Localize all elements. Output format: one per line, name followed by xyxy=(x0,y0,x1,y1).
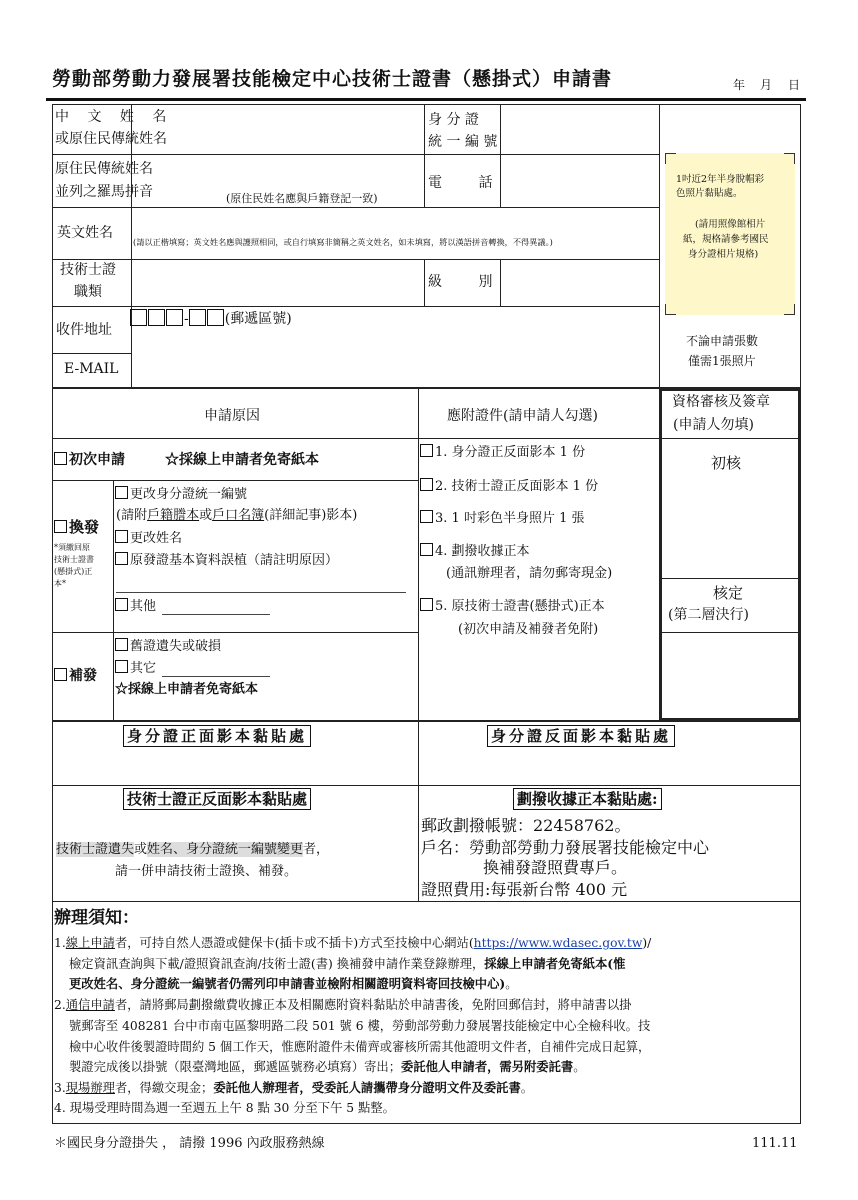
photo-corner xyxy=(784,304,795,315)
checkbox[interactable] xyxy=(115,638,128,651)
level-field[interactable] xyxy=(502,261,658,304)
cert-paste-note-2: 請一併申請技術士證換、補發。 xyxy=(115,864,298,879)
checkbox[interactable] xyxy=(420,543,433,556)
form-version: 111.11 xyxy=(752,1136,798,1151)
final-review-note: (第二層決行) xyxy=(668,607,749,623)
phone-label: 電 話 xyxy=(428,175,493,191)
photo-corner xyxy=(665,304,676,315)
photo-instruction: (請用照像館相片 xyxy=(695,219,766,230)
opt-other2[interactable]: 其它 xyxy=(115,660,156,677)
rule xyxy=(659,632,801,633)
rule xyxy=(52,632,418,633)
photo-note: 不論申請張數 xyxy=(686,334,759,348)
id-back-paste: 身分證反面影本黏貼處 xyxy=(487,727,675,745)
roman-name-field[interactable] xyxy=(133,156,422,189)
doc-item-1[interactable]: 1. 身分證正反面影本 1 份 xyxy=(420,444,585,461)
photo-instruction: 色照片黏貼處。 xyxy=(676,188,743,199)
cert-type-label: 技術士證 xyxy=(60,262,116,278)
cert-paste: 技術士證正反面影本黏貼處 xyxy=(123,790,311,808)
checkbox[interactable] xyxy=(115,530,128,543)
doc-item-5-note: (初次申請及補發者免附) xyxy=(458,622,599,637)
receipt-paste: 劃撥收據正本黏貼處: xyxy=(513,790,662,808)
checkbox[interactable] xyxy=(54,520,67,533)
opt-id-change-note: (請附戶籍謄本或戶口名簿(詳細記事)影本) xyxy=(116,508,358,523)
checkbox[interactable] xyxy=(115,486,128,499)
review-header: 資格審核及簽章 xyxy=(672,394,770,410)
id-number-field[interactable] xyxy=(502,106,658,152)
photo-corner xyxy=(665,153,676,164)
checkbox[interactable] xyxy=(420,444,433,457)
date-year: 年 xyxy=(733,78,746,92)
data-error-line[interactable] xyxy=(116,592,406,593)
rule xyxy=(52,438,660,439)
payee-name-2: 換補發證照費專戶。 xyxy=(483,858,628,877)
reason-header: 申請原因 xyxy=(204,408,260,424)
first-apply-note: ☆採線上申請者免寄紙本 xyxy=(165,452,319,468)
roman-name-note: (原住民姓名應與戶籍登記一致) xyxy=(226,192,378,205)
other2-line[interactable] xyxy=(162,676,270,677)
doc-item-4-note: (通訊辦理者，請勿郵寄現金) xyxy=(446,566,613,581)
opt-id-change[interactable]: 更改身分證統一編號 xyxy=(115,486,247,503)
replace-note: *須繳回原 xyxy=(54,543,90,552)
rule xyxy=(500,259,501,306)
doc-item-2[interactable]: 2. 技術士證正反面影本 1 份 xyxy=(420,478,598,495)
note-4: 4. 現場受理時間為週一至週五上午 8 點 30 分至下午 5 點整。 xyxy=(54,1101,395,1115)
name-field[interactable] xyxy=(133,106,422,152)
opt-name-change[interactable]: 更改姓名 xyxy=(115,530,182,547)
reissue-option[interactable]: 補發 xyxy=(54,668,97,685)
initial-review-label: 初核 xyxy=(711,454,742,472)
phone-field[interactable] xyxy=(502,156,658,205)
notes-title: 辦理須知： xyxy=(54,908,139,928)
rule xyxy=(52,154,660,155)
photo-instruction: 身分證相片規格) xyxy=(688,249,759,260)
postal-code-boxes[interactable] xyxy=(130,309,292,328)
header-rule xyxy=(46,98,806,101)
checkbox[interactable] xyxy=(54,668,67,681)
docs-header: 應附證件(請申請人勾選) xyxy=(447,408,598,424)
id-front-paste: 身分證正面影本黏貼處 xyxy=(123,727,311,745)
checkbox[interactable] xyxy=(420,478,433,491)
rule xyxy=(659,438,801,439)
postal-box[interactable] xyxy=(207,309,224,326)
photo-instruction: 1吋近2年半身脫帽彩 xyxy=(676,174,765,185)
doc-item-3[interactable]: 3. 1 吋彩色半身照片 1 張 xyxy=(420,510,584,527)
note-1: 1.線上申請者，可持自然人憑證或健保卡(插卡或不插卡)方式至技檢中心網站(https://www.wdasec.gov.tw)/ xyxy=(54,936,652,950)
rule xyxy=(52,785,801,786)
email-field[interactable] xyxy=(133,356,658,386)
rule xyxy=(424,259,425,306)
review-header-note: (申請人勿填) xyxy=(673,417,754,433)
name-label-2: 或原住民傳統姓名 xyxy=(55,131,167,147)
note-2-line3: 檢中心收件後製證時間約 5 個工作天，惟應附證件未備齊或審核所需其他證明文件者，自補件完成日起算， xyxy=(69,1040,651,1054)
rule xyxy=(424,104,425,207)
opt-lost[interactable]: 舊證遺失或破損 xyxy=(115,638,221,655)
date-month: 月 xyxy=(760,78,773,92)
photo-corner xyxy=(784,153,795,164)
opt-data-error[interactable]: 原發證基本資料誤植（請註明原因） xyxy=(115,552,338,569)
id-label-2: 統 一 編 號 xyxy=(428,134,498,150)
doc-item-4[interactable]: 4. 劃撥收據正本 xyxy=(420,543,530,560)
replace-note: (懸掛式)正 xyxy=(54,567,93,576)
level-label: 級 別 xyxy=(428,274,493,290)
checkbox[interactable] xyxy=(54,452,67,465)
rule xyxy=(52,306,660,307)
note-1-line3: 更改姓名、身分證統一編號者仍需列印申請書並檢附相關證明資料寄回技檢中心)。 xyxy=(69,976,518,991)
doc-item-5[interactable]: 5. 原技術士證書(懸掛式)正本 xyxy=(420,598,605,615)
note-2: 2.通信申請者，請將郵局劃撥繳費收據正本及相關應附資料黏貼於申請書後，免附回郵信封，將申請書以掛 xyxy=(54,998,632,1012)
name-label: 中 文 姓 名 xyxy=(55,109,174,125)
postal-box[interactable] xyxy=(130,309,147,326)
checkbox[interactable] xyxy=(115,598,128,611)
rule xyxy=(418,721,419,902)
opt-other[interactable]: 其他 xyxy=(115,598,156,615)
other-line[interactable] xyxy=(162,614,270,615)
rule xyxy=(659,578,801,579)
note-3: 3.現場辦理者，得繳交現金；委託他人辦理者，受委託人請攜帶身分證明文件及委託書。 xyxy=(54,1080,534,1095)
postal-box[interactable] xyxy=(148,309,165,326)
postal-box[interactable] xyxy=(189,309,206,326)
roman-name-label-2: 並列之羅馬拼音 xyxy=(55,184,153,200)
english-name-field[interactable] xyxy=(133,209,658,237)
initial-review-field[interactable] xyxy=(664,482,796,574)
english-name-note: (請以正楷填寫；英文姓名應與護照相同，或自行填寫非簡稱之英文姓名，如未填寫，將以漢語拼音轉換，不得異議。) xyxy=(133,237,553,247)
postal-dash: - xyxy=(184,311,189,327)
replace-option[interactable]: 換發 xyxy=(54,518,99,536)
postal-code-note: (郵遞區號) xyxy=(224,311,292,327)
lost-id-hotline: ＊國民身分證掛失 ， 請撥 1996 內政服務熱線 xyxy=(54,1136,325,1151)
replace-note: 技術士證書 xyxy=(54,555,94,564)
postal-box[interactable] xyxy=(166,309,183,326)
english-name-label: 英文姓名 xyxy=(57,225,113,241)
rule xyxy=(113,480,114,721)
checkbox[interactable] xyxy=(115,552,128,565)
final-review-label: 核定 xyxy=(713,584,744,602)
fee: 證照費用:每張新台幣 400 元 xyxy=(421,880,628,899)
checkbox[interactable] xyxy=(420,510,433,523)
form-title: 勞動部勞動力發展署技能檢定中心技術士證書（懸掛式）申請書 xyxy=(52,68,613,90)
address-label: 收件地址 xyxy=(56,322,112,338)
rule xyxy=(500,104,501,207)
cert-paste-note: 技術士證遺失或姓名、身分證統一編號變更者， xyxy=(56,842,330,857)
photo-note: 僅需1張照片 xyxy=(688,354,756,368)
email-label: E-MAIL xyxy=(64,361,119,377)
reissue-note: ☆採線上申請者免寄紙本 xyxy=(115,682,259,697)
note-1-line2: 檢定資訊查詢與下載/證照資訊查詢/技術士證(書) 換補發申請作業登錄辦理，採線上申請者免寄紙本(惟 xyxy=(69,956,626,971)
checkbox[interactable] xyxy=(115,660,128,673)
first-apply-option[interactable]: 初次申請 xyxy=(54,452,125,469)
address-field[interactable] xyxy=(133,330,658,350)
cert-type-label-2: 職類 xyxy=(74,284,102,300)
date-day: 日 xyxy=(788,78,801,92)
rule xyxy=(52,353,132,354)
checkbox[interactable] xyxy=(420,598,433,611)
replace-note: 本* xyxy=(54,579,66,588)
rule xyxy=(52,480,418,481)
rule xyxy=(52,207,660,208)
rule xyxy=(52,259,660,260)
id-label: 身 分 證 xyxy=(428,112,479,128)
roman-name-label: 原住民傳統姓名 xyxy=(55,161,153,177)
payee-name: 戶名：勞動部勞動力發展署技能檢定中心 xyxy=(421,838,710,857)
cert-type-field[interactable] xyxy=(133,261,422,304)
photo-instruction: 紙，規格請參考國民 xyxy=(683,234,769,245)
note-2-line4: 製證完成後以掛號（限臺灣地區，郵遞區號務必填寫）寄出；委託他人申請者，需另附委託書。 xyxy=(69,1059,586,1074)
postal-account: 郵政劃撥帳號：22458762。 xyxy=(421,816,631,835)
note-2-line2: 號郵寄至 408281 台中市南屯區黎明路二段 501 號 6 樓，勞動部勞動力發展署技能檢定中心全檢科收。技 xyxy=(69,1019,651,1033)
final-review-field[interactable] xyxy=(664,636,796,716)
website-link[interactable]: https://www.wdasec.gov.tw xyxy=(473,936,643,950)
